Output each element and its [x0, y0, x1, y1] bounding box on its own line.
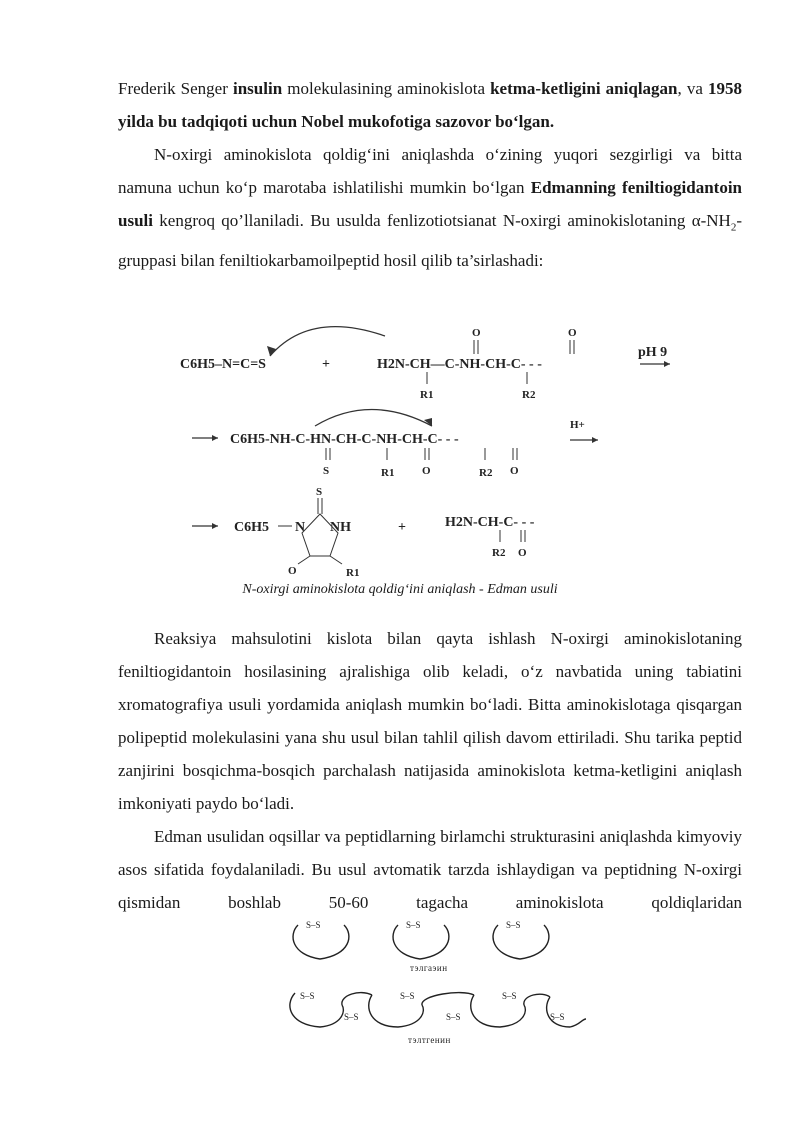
ss-bond: S–S — [506, 920, 521, 930]
loop-bottom-link — [342, 993, 372, 1005]
ptc-peptide: C6H5-NH-C-HN-CH-C-NH-CH-C- - - — [230, 432, 459, 447]
arrowhead — [592, 437, 598, 443]
shortened-peptide: H2N-CH-C- - - — [445, 515, 535, 530]
paragraph-edman-usage: Edman usulidan oqsillar va peptidlarning birlamchi strukturasini aniqlashda kimyoviy asos sifatida foydalaniladi. Bu usul avtomatik tarzda ishlaydigan va peptidning N-oxirgi qismidan boshlab 50-60 tagacha aminokislota qoldiqlaridan — [118, 827, 742, 912]
r2-label: R2 — [479, 467, 493, 479]
paragraph-edman-intro: N-oxirgi aminokislota qoldig‘ini aniqlashda o‘zining yuqori sezgirligi va bitta namuna uchun ko‘p marotaba ishlatilishi mumkin bo‘lgan Edmanning feniltiogidantoin usuli kengroq qo’llaniladi. Bu usulda fenlizotiotsianat N-oxirgi aminokislotaning $\alpha-NH_2$-gruppasi bilan feniltiokarbamoilpeptid hosil qilib ta’sirlashadi: — [118, 145, 742, 271]
peptide-chain: H2N-CH—C-NH-CH-C- - - — [377, 357, 542, 372]
loop-top-3 — [493, 925, 549, 959]
ss-bond: S–S — [446, 1012, 461, 1022]
loop-bottom-3 — [471, 995, 526, 1027]
condition-ph9: pH 9 — [638, 345, 668, 360]
bond-line — [298, 556, 310, 564]
bold-insulin: insulin — [233, 79, 283, 98]
r2-label: R2 — [492, 547, 506, 559]
ss-bond: S–S — [344, 1012, 359, 1022]
bold-sequence: ketma-ketligini aniqlagan — [490, 79, 678, 98]
scheme-caption: N-oxirgi aminokislota qoldig‘ini aniqlash - Edman usuli — [242, 582, 558, 597]
curved-arrow-2 — [315, 410, 432, 427]
carbonyl-o: O — [510, 465, 519, 477]
carbonyl-o-1: O — [472, 327, 481, 339]
ring-s: S — [316, 486, 323, 498]
bold-nobel: 1958 yildа bu tadqiqoti uchun Nobel mukofotiga sazovor bo‘lgan. — [118, 79, 742, 131]
ring-o: O — [288, 565, 297, 577]
arrowhead — [664, 361, 670, 367]
phenyl-group: C6H5 — [234, 520, 269, 535]
loop-top-1 — [293, 925, 349, 959]
thio-s: S — [323, 465, 330, 477]
curved-arrow-1 — [270, 327, 385, 356]
ring-r1: R1 — [346, 567, 360, 579]
r1-label: R1 — [420, 389, 434, 401]
r1-label: R1 — [381, 467, 395, 479]
condition-acid: H+ — [570, 419, 585, 431]
bold-edman-method: Edmanning feniltiogidantoin usuli — [118, 178, 742, 230]
loop-bottom-link — [524, 994, 550, 1005]
loop-bottom-link — [422, 993, 474, 1005]
plus-sign: + — [322, 357, 330, 372]
paragraph-senger: Frederik Senger insulin molekulasining aminokislota ketma-ketligini aniqlagan, va 1958 yildа bu tadqiqoti uchun Nobel mukofotiga sazovor bo‘lgan. — [118, 79, 742, 131]
figure-label-top: тэлгаэин — [410, 963, 448, 973]
ss-bond: S–S — [300, 991, 315, 1001]
arrowhead — [212, 523, 218, 529]
figure-label-bottom: тэлтгенин — [408, 1035, 451, 1045]
ss-bond: S–S — [550, 1012, 565, 1022]
loop-top-2 — [393, 925, 449, 959]
r2-label: R2 — [522, 389, 536, 401]
carbonyl-o: O — [422, 465, 431, 477]
arrowhead — [212, 435, 218, 441]
loop-bottom-2 — [369, 995, 424, 1027]
bond-line — [330, 556, 342, 564]
disulfide-figure — [280, 915, 600, 1045]
ring-n: N — [295, 520, 306, 535]
edman-reaction-scheme — [170, 318, 690, 580]
ss-bond: S–S — [406, 920, 421, 930]
carbonyl-o-2: O — [568, 327, 577, 339]
ss-bond: S–S — [502, 991, 517, 1001]
ring-nh: NH — [330, 520, 351, 535]
reagent-pitc: C6H5–N=C=S — [180, 357, 266, 372]
plus-sign: + — [398, 520, 406, 535]
loop-bottom-1 — [290, 993, 343, 1027]
carbonyl-o: O — [518, 547, 527, 559]
paragraph-reaction-product: Reaksiya mahsulotini kislota bilan qayta ishlash N-oxirgi aminokislotaning feniltiogidantoin hosilasining ajralishiga olib keladi, o‘z navbatida uning tabiatini xromatografiya usuli yordamida aniqlash mumkin bo‘ladi. Bitta aminokislotaga qisqargan polipeptid molekulasini yana shu usul bilan tahlil qilish davom ettiriladi. Shu tarika peptid zanjirini bosqichma-bosqich parchalash natijasida aminokislota ketma-ketligini aniqlash imkoniyati paydo bo‘ladi. — [118, 629, 742, 813]
ss-bond: S–S — [306, 920, 321, 930]
ss-bond: S–S — [400, 991, 415, 1001]
